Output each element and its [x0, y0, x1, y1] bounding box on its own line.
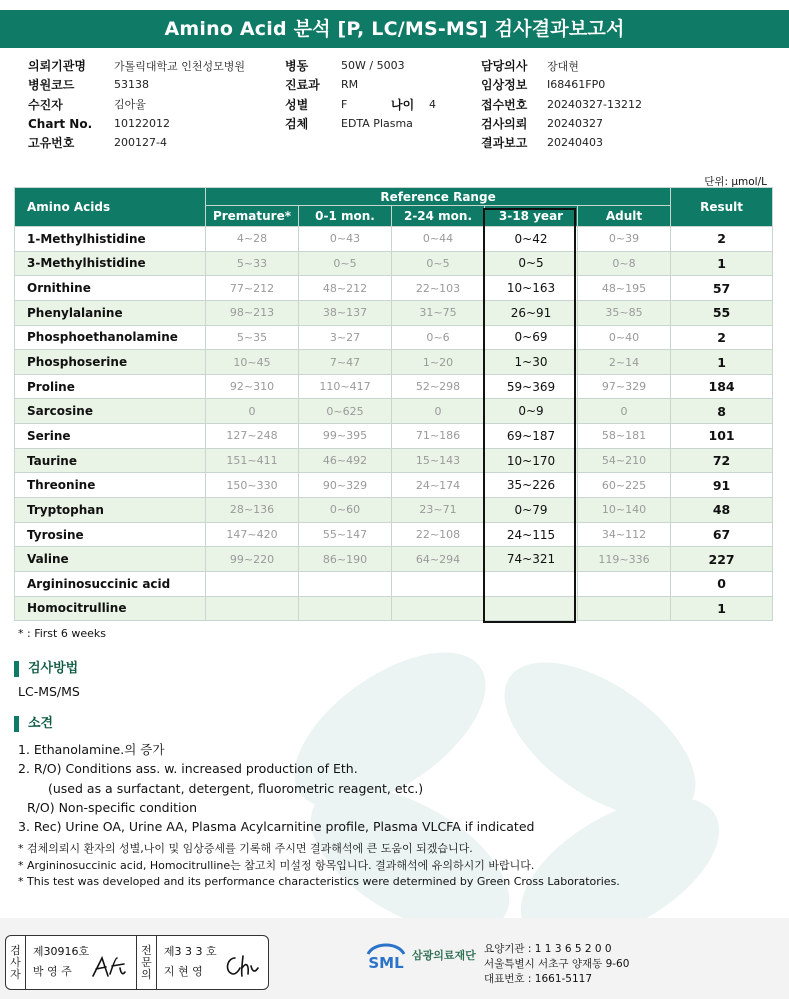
- table-row: [15, 374, 773, 399]
- reference-range-m224: 22~108: [392, 522, 485, 547]
- info-value: EDTA Plasma: [341, 117, 413, 131]
- examiner-label: [6, 936, 26, 989]
- opinion-line: 2. R/O) Conditions ass. w. increased production of Eth.: [18, 761, 358, 777]
- info-column-1: [28, 56, 245, 152]
- reference-range-premature: 98~213: [206, 300, 299, 325]
- table-row: [15, 448, 773, 473]
- reference-range-adult: 0~8: [578, 251, 671, 276]
- reference-range-y318: [485, 596, 578, 621]
- institution-logo: [364, 940, 476, 970]
- table-row: [15, 399, 773, 424]
- reference-range-adult: 35~85: [578, 300, 671, 325]
- reference-range-m01: 0~5: [299, 251, 392, 276]
- reference-range-m01: 99~395: [299, 424, 392, 449]
- reference-range-m224: [392, 596, 485, 621]
- table-row: [15, 596, 773, 621]
- result-value: 2: [671, 325, 773, 350]
- method-section-title: 검사방법: [14, 661, 78, 677]
- info-label: 접수번호: [481, 97, 528, 112]
- table-row: [15, 498, 773, 523]
- info-value: 가톨릭대학교 인천성모병원: [114, 59, 246, 73]
- result-value: 2: [671, 227, 773, 252]
- reference-range-y318: 26~91: [485, 300, 578, 325]
- table-row: [15, 522, 773, 547]
- reference-range-m01: 0~60: [299, 498, 392, 523]
- reference-range-premature: 10~45: [206, 350, 299, 375]
- institution-address: 서울특별시 서초구 양재동 9-60: [484, 958, 630, 970]
- table-row: [15, 251, 773, 276]
- reference-range-m01: 46~492: [299, 448, 392, 473]
- reference-range-premature: 28~136: [206, 498, 299, 523]
- reference-range-m01: [299, 571, 392, 596]
- result-value: 1: [671, 596, 773, 621]
- specialist-label: [137, 936, 157, 989]
- table-row: [15, 571, 773, 596]
- notes-list: [18, 841, 620, 891]
- reference-range-m01: 0~625: [299, 399, 392, 424]
- specialist-info: [157, 936, 268, 989]
- reference-range-m224: 31~75: [392, 300, 485, 325]
- examiner-label-char: 자: [10, 967, 21, 981]
- opinion-list: [18, 740, 534, 836]
- header-3-18-year: 3-18 year: [485, 206, 578, 227]
- table-row: [15, 424, 773, 449]
- examiner-label-char: 검: [10, 943, 21, 957]
- amino-acid-name: Argininosuccinic acid: [15, 571, 206, 596]
- amino-acid-name: Tryptophan: [15, 498, 206, 523]
- header-premature: Premature*: [206, 206, 299, 227]
- info-value: 10122012: [114, 117, 170, 131]
- amino-acid-name: Serine: [15, 424, 206, 449]
- info-value: F: [341, 97, 348, 111]
- info-value: 53138: [114, 78, 149, 92]
- reference-range-premature: 147~420: [206, 522, 299, 547]
- info-label: 담당의사: [481, 59, 528, 74]
- reference-range-premature: [206, 571, 299, 596]
- reference-range-m01: 7~47: [299, 350, 392, 375]
- table-row: [15, 325, 773, 350]
- result-value: 1: [671, 251, 773, 276]
- result-value: 227: [671, 547, 773, 572]
- info-label: 진료과: [285, 78, 320, 93]
- specialist-license: 제3 3 3 호: [163, 945, 217, 958]
- opinion-line: (used as a surfactant, detergent, fluorometric reagent, etc.): [48, 780, 424, 796]
- reference-range-premature: 99~220: [206, 547, 299, 572]
- info-column-3: [481, 56, 642, 152]
- result-value: 0: [671, 571, 773, 596]
- reference-range-y318: 24~115: [485, 522, 578, 547]
- reference-range-m224: 15~143: [392, 448, 485, 473]
- reference-range-m01: 90~329: [299, 473, 392, 498]
- note-line: * This test was developed and its performance characteristics were determined by Green Cross Laboratories.: [18, 875, 620, 888]
- amino-acid-name: 1-Methylhistidine: [15, 227, 206, 252]
- reference-range-y318: 0~79: [485, 498, 578, 523]
- info-value: 20240327: [547, 117, 603, 131]
- note-line: * Argininosuccinic acid, Homocitrulline는 참고치 미설정 항목입니다. 결과해석에 유의하시기 바랍니다.: [18, 858, 535, 872]
- reference-range-y318: 35~226: [485, 473, 578, 498]
- reference-range-m01: 3~27: [299, 325, 392, 350]
- reference-range-m224: 52~298: [392, 374, 485, 399]
- result-value: 184: [671, 374, 773, 399]
- institution-phone: 대표번호 : 1661-5117: [484, 973, 593, 985]
- info-label: 임상정보: [481, 78, 528, 93]
- reference-range-adult: 2~14: [578, 350, 671, 375]
- reference-range-m224: 1~20: [392, 350, 485, 375]
- info-label: 나이: [391, 97, 415, 112]
- reference-range-premature: 151~411: [206, 448, 299, 473]
- amino-acid-table: [14, 187, 773, 621]
- opinion-line: R/O) Non-specific condition: [27, 799, 198, 815]
- reference-range-adult: [578, 571, 671, 596]
- specialist-signature-icon: [221, 952, 261, 980]
- table-row: [15, 227, 773, 252]
- reference-range-y318: 74~321: [485, 547, 578, 572]
- reference-range-premature: 127~248: [206, 424, 299, 449]
- info-label: 병원코드: [28, 78, 75, 93]
- info-value: 20240403: [547, 136, 603, 150]
- info-value: 200127-4: [114, 136, 167, 150]
- reference-range-premature: 4~28: [206, 227, 299, 252]
- amino-acid-name: Proline: [15, 374, 206, 399]
- premature-footnote: * : First 6 weeks: [18, 627, 106, 640]
- result-value: 48: [671, 498, 773, 523]
- reference-range-m224: 64~294: [392, 547, 485, 572]
- specialist-label-char: 전: [141, 943, 152, 957]
- amino-acid-name: Phenylalanine: [15, 300, 206, 325]
- table-row: [15, 276, 773, 301]
- reference-range-adult: [578, 596, 671, 621]
- examiner-label-char: 사: [10, 955, 21, 969]
- table-row: [15, 300, 773, 325]
- info-value: 50W / 5003: [341, 59, 405, 73]
- reference-range-premature: 92~310: [206, 374, 299, 399]
- header-2-24-mon: 2-24 mon.: [392, 206, 485, 227]
- result-value: 8: [671, 399, 773, 424]
- amino-acid-name: Phosphoserine: [15, 350, 206, 375]
- reference-range-y318: 0~9: [485, 399, 578, 424]
- institution-info: [484, 942, 629, 987]
- specialist-label-char: 문: [141, 955, 152, 969]
- info-label: 의뢰기관명: [28, 59, 86, 74]
- reference-range-y318: 0~69: [485, 325, 578, 350]
- info-column-2: [285, 56, 436, 133]
- info-label: 결과보고: [481, 136, 528, 151]
- reference-range-premature: [206, 596, 299, 621]
- info-value: 4: [429, 97, 436, 111]
- result-value: 1: [671, 350, 773, 375]
- reference-range-m224: 0~6: [392, 325, 485, 350]
- reference-range-y318: 59~369: [485, 374, 578, 399]
- reference-range-m224: 0~5: [392, 251, 485, 276]
- opinion-section-title: 소견: [14, 716, 53, 732]
- opinion-line: 3. Rec) Urine OA, Urine AA, Plasma Acylcarnitine profile, Plasma VLCFA if indicated: [18, 819, 535, 835]
- examiner-license: 제30916호: [32, 945, 90, 958]
- reference-range-adult: 60~225: [578, 473, 671, 498]
- reference-range-premature: 0: [206, 399, 299, 424]
- header-0-1-mon: 0-1 mon.: [299, 206, 392, 227]
- opinion-line: 1. Ethanolamine.의 증가: [18, 742, 165, 757]
- unit-label: 단위: µmol/L: [704, 176, 767, 188]
- amino-acid-name: Ornithine: [15, 276, 206, 301]
- amino-acid-name: Homocitrulline: [15, 596, 206, 621]
- reference-range-premature: 5~33: [206, 251, 299, 276]
- reference-range-y318: [485, 571, 578, 596]
- header-result: Result: [671, 188, 773, 227]
- reference-range-y318: 10~170: [485, 448, 578, 473]
- reference-range-m224: 71~186: [392, 424, 485, 449]
- result-value: 72: [671, 448, 773, 473]
- sml-logo-icon: [364, 940, 408, 970]
- amino-acid-name: Tyrosine: [15, 522, 206, 547]
- reference-range-m224: 0: [392, 399, 485, 424]
- specialist-label-char: 의: [141, 967, 152, 981]
- institution-name: 삼광의료재단: [412, 949, 476, 962]
- info-value: I68461FP0: [547, 78, 606, 92]
- reference-range-adult: 97~329: [578, 374, 671, 399]
- info-value: 20240327-13212: [547, 97, 642, 111]
- reference-range-y318: 1~30: [485, 350, 578, 375]
- reference-range-y318: 0~42: [485, 227, 578, 252]
- logo-text: SML: [368, 954, 404, 970]
- reference-range-adult: 0~39: [578, 227, 671, 252]
- info-label: 성별: [285, 97, 309, 112]
- reference-range-y318: 10~163: [485, 276, 578, 301]
- note-line: * 검체의뢰시 환자의 성별,나이 및 임상증세를 기록해 주시면 결과해석에 큰 도움이 되겠습니다.: [18, 842, 473, 855]
- result-value: 57: [671, 276, 773, 301]
- examiner-signature-icon: [90, 954, 128, 980]
- reference-range-adult: 58~181: [578, 424, 671, 449]
- result-value: 91: [671, 473, 773, 498]
- result-value: 67: [671, 522, 773, 547]
- header-reference-range: Reference Range: [206, 188, 671, 206]
- report-title: Amino Acid 분석 [P, LC/MS-MS] 검사결과보고서: [0, 10, 789, 48]
- examiner-name: 박 영 주: [32, 965, 72, 978]
- reference-range-m01: 86~190: [299, 547, 392, 572]
- reference-range-adult: 10~140: [578, 498, 671, 523]
- table-row: [15, 350, 773, 375]
- signature-box: [5, 935, 269, 990]
- table-row: [15, 547, 773, 572]
- reference-range-m01: [299, 596, 392, 621]
- reference-range-m01: 55~147: [299, 522, 392, 547]
- amino-acid-table-body: [15, 227, 773, 621]
- reference-range-m01: 0~43: [299, 227, 392, 252]
- reference-range-adult: 34~112: [578, 522, 671, 547]
- reference-range-y318: 69~187: [485, 424, 578, 449]
- amino-acid-name: Valine: [15, 547, 206, 572]
- reference-range-adult: 0~40: [578, 325, 671, 350]
- reference-range-m224: 24~174: [392, 473, 485, 498]
- result-value: 101: [671, 424, 773, 449]
- info-label: Chart No.: [28, 116, 93, 131]
- specialist-name: 지 현 영: [163, 965, 203, 978]
- amino-acid-name: 3-Methylhistidine: [15, 251, 206, 276]
- header-amino-acids: Amino Acids: [15, 188, 206, 227]
- info-value: 김아율: [114, 98, 146, 112]
- reference-range-premature: 5~35: [206, 325, 299, 350]
- info-label: 검체: [285, 117, 309, 132]
- result-value: 55: [671, 300, 773, 325]
- reference-range-m224: 0~44: [392, 227, 485, 252]
- info-label: 고유번호: [28, 136, 75, 151]
- header-adult: Adult: [578, 206, 671, 227]
- amino-acid-name: Phosphoethanolamine: [15, 325, 206, 350]
- info-label: 병동: [285, 59, 309, 74]
- reference-range-m224: [392, 571, 485, 596]
- reference-range-adult: 54~210: [578, 448, 671, 473]
- reference-range-premature: 150~330: [206, 473, 299, 498]
- info-value: RM: [341, 78, 359, 92]
- info-label: 검사의뢰: [481, 117, 528, 132]
- table-row: [15, 473, 773, 498]
- reference-range-m224: 23~71: [392, 498, 485, 523]
- amino-acid-name: Sarcosine: [15, 399, 206, 424]
- method-text: LC-MS/MS: [18, 684, 80, 699]
- reference-range-m01: 38~137: [299, 300, 392, 325]
- reference-range-y318: 0~5: [485, 251, 578, 276]
- info-value: 장대현: [547, 59, 579, 73]
- info-label: 수진자: [28, 97, 63, 112]
- reference-range-adult: 0: [578, 399, 671, 424]
- reference-range-premature: 77~212: [206, 276, 299, 301]
- reference-range-m01: 110~417: [299, 374, 392, 399]
- reference-range-adult: 119~336: [578, 547, 671, 572]
- institution-code: 요양기관 : 1 1 3 6 5 2 0 0: [484, 943, 612, 955]
- amino-acid-name: Taurine: [15, 448, 206, 473]
- reference-range-adult: 48~195: [578, 276, 671, 301]
- reference-range-m01: 48~212: [299, 276, 392, 301]
- amino-acid-name: Threonine: [15, 473, 206, 498]
- reference-range-m224: 22~103: [392, 276, 485, 301]
- examiner-info: [26, 936, 137, 989]
